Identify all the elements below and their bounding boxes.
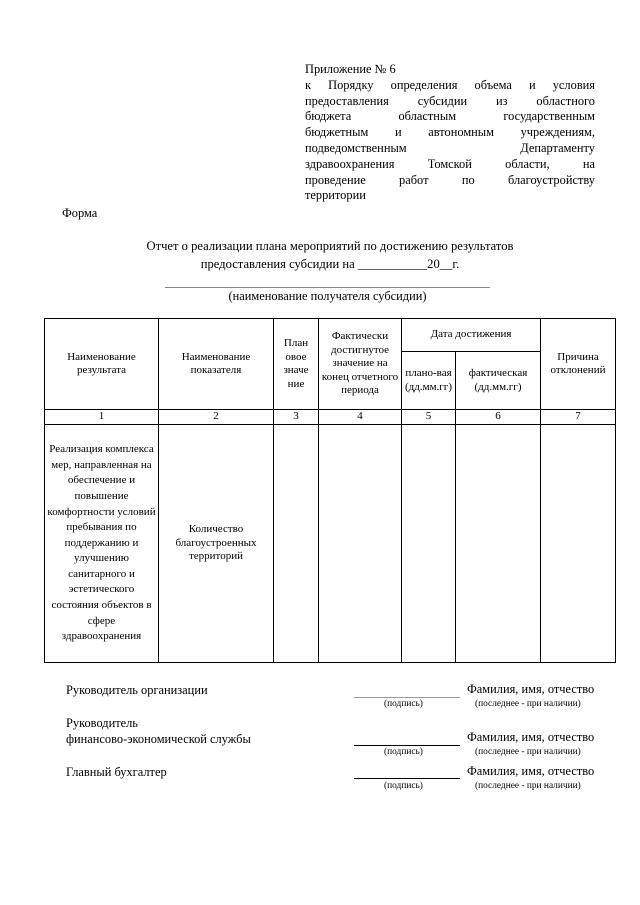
signature-hint: (подпись) (384, 747, 423, 757)
cell-actual-value[interactable] (319, 425, 402, 663)
cell-indicator: Количество благоустроенных территорий (159, 425, 274, 663)
recipient-label: (наименование получателя субсидии) (228, 289, 427, 303)
cell-planned-date[interactable] (402, 425, 456, 663)
report-title-line2: предоставления субсидии на ___________20__г. (200, 257, 460, 271)
column-number: 6 (456, 410, 541, 425)
header-actual-value: Фактически достигнутое значение на конец отчетного периода (319, 319, 402, 410)
header-deviation-reason: Причина отклонений (541, 319, 616, 410)
appendix-line: бюджета областным государственным (305, 109, 595, 124)
sig-name-label: Фамилия, имя, отчество (467, 682, 595, 696)
sig-head-fin-label-2: финансово-экономической службы (66, 732, 251, 746)
column-number: 7 (541, 410, 616, 425)
appendix-title: Приложение № 6 (305, 62, 396, 76)
header-achievement-date: Дата достижения (402, 319, 541, 352)
cell-result: Реализация комплекса мер, направленная на обеспечение и повышение комфортности условий пребывания по поддержанию и улучшению санитарного и эстетического состояния объектов в сфере здравоохранения (45, 425, 159, 663)
form-label: Форма (62, 206, 98, 220)
signature-line[interactable] (354, 697, 460, 698)
patronymic-hint: (последнее - при наличии) (475, 781, 581, 791)
column-number-row (45, 410, 616, 425)
column-number: 1 (45, 410, 159, 425)
patronymic-hint: (последнее - при наличии) (475, 699, 581, 709)
table-row (45, 425, 616, 663)
appendix-line: территории (305, 188, 366, 203)
sig-head-fin-label-1: Руководитель (66, 716, 138, 730)
appendix-line: подведомственным Департаменту (305, 140, 595, 155)
patronymic-hint: (последнее - при наличии) (475, 747, 581, 757)
sig-chief-accountant-label: Главный бухгалтер (66, 765, 167, 779)
appendix-line: проведение работ по благоустройству (305, 172, 595, 187)
cell-deviation-reason[interactable] (541, 425, 616, 663)
signature-hint: (подпись) (384, 781, 423, 791)
cell-actual-date[interactable] (456, 425, 541, 663)
appendix-line: предоставления субсидии из областного (305, 93, 595, 108)
column-number: 5 (402, 410, 456, 425)
appendix-line: здравоохранения Томской области, на (305, 156, 595, 171)
column-number: 3 (274, 410, 319, 425)
report-title-line1: Отчет о реализации плана мероприятий по достижению результатов (146, 239, 514, 253)
report-title (90, 237, 570, 273)
column-number: 2 (159, 410, 274, 425)
column-number: 4 (319, 410, 402, 425)
signature-hint: (подпись) (384, 699, 423, 709)
header-result-name: Наименование результата (45, 319, 159, 410)
header-indicator-name: Наименование показателя (159, 319, 274, 410)
appendix-line: бюджетным и автономным учреждениям, (305, 125, 595, 140)
sig-name-label: Фамилия, имя, отчество (467, 764, 595, 778)
header-actual-date: фактическая (дд.мм.гг) (456, 352, 541, 410)
appendix-block (305, 62, 595, 204)
header-plan-value: План овое значе ние (274, 319, 319, 410)
header-planned-date: плано-вая (дд.мм.гг) (402, 352, 456, 410)
signature-line[interactable] (354, 745, 460, 746)
signature-line[interactable] (354, 778, 460, 779)
report-table (44, 318, 616, 663)
sig-head-org-label: Руководитель организации (66, 683, 208, 697)
recipient-underline (165, 287, 490, 288)
cell-plan-value[interactable] (274, 425, 319, 663)
sig-name-label: Фамилия, имя, отчество (467, 730, 595, 744)
appendix-line: к Порядку определения объема и условия (305, 77, 595, 92)
